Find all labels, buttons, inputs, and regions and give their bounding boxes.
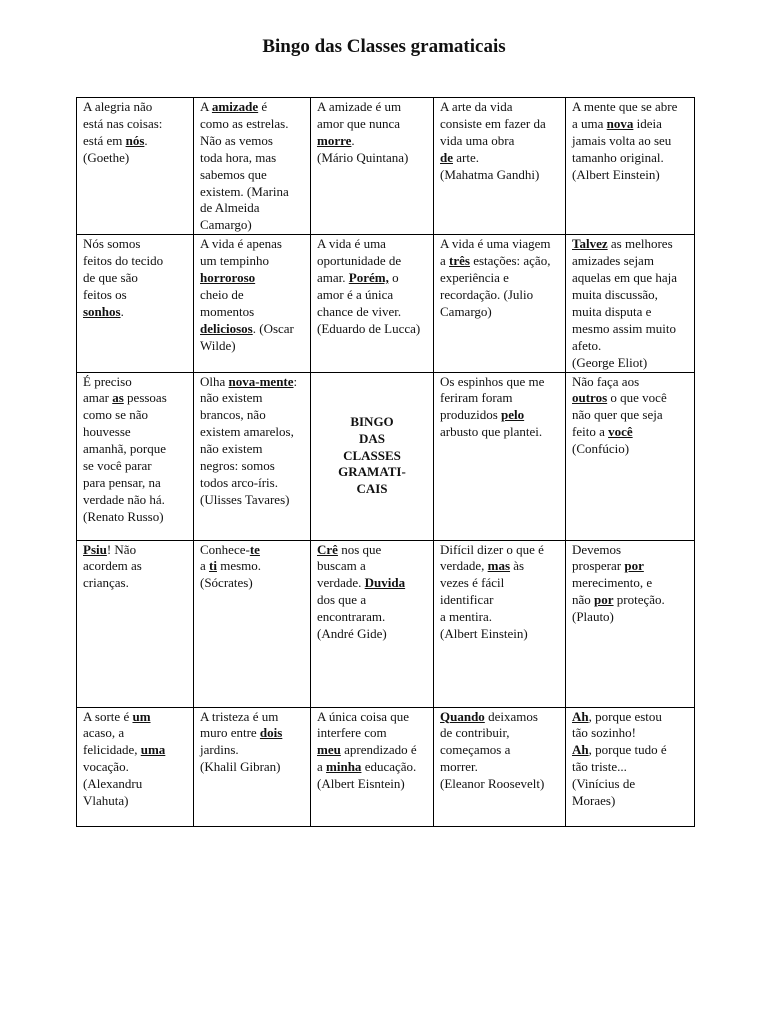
highlighted-word: você	[608, 424, 633, 440]
text-line: Quando deixamos	[440, 708, 538, 724]
text-line: tamanho original.	[572, 149, 664, 165]
highlighted-word: morre	[317, 132, 352, 148]
quote-cell	[434, 372, 566, 540]
text-line: (Ulisses Tavares)	[200, 491, 290, 507]
text-line: CAIS	[356, 481, 388, 497]
text-line: acaso, a	[83, 725, 125, 741]
text-line: cheio de	[200, 286, 244, 302]
text-line: muro entre dois	[200, 725, 283, 741]
text-line: Os espinhos que me	[440, 373, 545, 389]
text-line: vezes é fácil	[440, 575, 505, 591]
text-line: (Vinícius de	[572, 776, 636, 792]
text-line: a minha educação.	[317, 759, 417, 775]
text-line: A arte da vida	[440, 99, 513, 114]
text-line: Ah, porque estou	[572, 708, 662, 724]
text-line: verdade, mas às	[440, 558, 525, 574]
text-line: (Eduardo de Lucca)	[317, 320, 421, 336]
text-line: feitos do tecido	[83, 253, 164, 269]
text-line: houvesse	[83, 424, 131, 440]
quote-cell	[194, 235, 311, 372]
text-line: (Sócrates)	[200, 575, 253, 591]
text-line: DAS	[358, 430, 385, 446]
text-line: amar as pessoas	[83, 390, 167, 406]
text-line: É preciso	[83, 373, 132, 389]
text-line: existem amarelos,	[200, 424, 294, 440]
text-line: (Alexandru	[83, 776, 143, 792]
text-line: (Goethe)	[83, 149, 130, 165]
quote-cell	[311, 540, 434, 707]
text-line: não existem	[200, 441, 263, 457]
quote-cell	[434, 707, 566, 826]
text-line: existem. (Marina	[200, 183, 289, 199]
quote-cell	[77, 98, 194, 235]
text-line: A vida é uma	[317, 236, 386, 252]
highlighted-word: ti	[209, 558, 217, 574]
quote-cell	[311, 98, 434, 235]
text-line: sonhos.	[83, 303, 124, 319]
quote-cell	[77, 235, 194, 372]
text-line: (Mahatma Gandhi)	[440, 166, 540, 182]
quote-cell	[77, 707, 194, 826]
text-line: jardins.	[200, 742, 239, 758]
highlighted-word: Psiu	[83, 541, 107, 557]
text-line: (Renato Russo)	[83, 508, 164, 524]
text-line: A vida é uma viagem	[440, 236, 551, 252]
text-line: A amizade é um	[317, 99, 402, 114]
text-line: dos que a	[317, 592, 367, 608]
text-line: amar. Porém, o	[317, 270, 399, 286]
text-line: brancos, não	[200, 407, 266, 423]
text-line: (George Eliot)	[572, 354, 648, 370]
text-line: para pensar, na	[83, 474, 161, 490]
text-line: verdade não há.	[83, 491, 165, 507]
text-line: crianças.	[83, 575, 129, 591]
text-line: como as estrelas.	[200, 115, 289, 131]
text-line: arbusto que plantei.	[440, 424, 543, 440]
text-line: aquelas em que haja	[572, 270, 678, 286]
highlighted-word: por	[594, 592, 614, 608]
text-line: como se não	[83, 407, 148, 423]
text-line: Não as vemos	[200, 132, 273, 148]
text-line: amanhã, porque	[83, 441, 167, 457]
text-line: Não faça aos	[572, 373, 640, 389]
text-line: de arte.	[440, 149, 479, 165]
text-line: Talvez as melhores	[572, 236, 673, 252]
text-line: mesmo assim muito	[572, 320, 676, 336]
text-line: amizades sejam	[572, 253, 654, 269]
text-line: A única coisa que	[317, 708, 410, 724]
grid-row	[77, 540, 695, 707]
text-line: está nas coisas:	[83, 115, 163, 131]
text-line: (Plauto)	[572, 609, 614, 625]
text-line: interfere com	[317, 725, 387, 741]
text-line: Olha nova-mente:	[200, 373, 298, 389]
highlighted-word: Quando	[440, 708, 485, 724]
highlighted-word: minha	[326, 759, 362, 775]
text-line: A tristeza é um	[200, 708, 279, 724]
highlighted-word: por	[624, 558, 644, 574]
highlighted-word: três	[449, 253, 470, 269]
text-line: merecimento, e	[572, 575, 653, 591]
text-line: muita disputa e	[572, 303, 652, 319]
text-line: de que são	[83, 270, 138, 286]
text-line: Vlahuta)	[83, 793, 129, 809]
quote-cell	[194, 707, 311, 826]
highlighted-word: um	[132, 708, 151, 724]
highlighted-word: de	[440, 149, 453, 165]
text-line: tão sozinho!	[572, 725, 636, 741]
text-line: (Confúcio)	[572, 441, 630, 457]
center-cell	[311, 372, 434, 540]
text-line: muita discussão,	[572, 286, 658, 302]
highlighted-word: sonhos	[83, 303, 121, 319]
text-line: afeto.	[572, 337, 602, 353]
quote-cell	[194, 540, 311, 707]
quote-cell	[434, 540, 566, 707]
text-line: verdade. Duvida	[317, 575, 406, 591]
quote-cell	[77, 372, 194, 540]
text-line: Devemos	[572, 541, 622, 557]
grid-row	[77, 98, 695, 235]
text-line: (Albert Einstein)	[572, 166, 660, 182]
text-line: Camargo)	[440, 303, 492, 319]
highlighted-word: Ah	[572, 742, 589, 758]
text-line: a mentira.	[440, 609, 492, 625]
text-line: consiste em fazer da	[440, 115, 546, 131]
page-title: Bingo das Classes gramaticais	[262, 36, 506, 57]
text-line: vocação.	[83, 759, 129, 775]
highlighted-word: outros	[572, 390, 608, 406]
text-line: BINGO	[350, 413, 394, 429]
text-line: todos arco-íris.	[200, 474, 278, 490]
quote-cell	[566, 372, 695, 540]
quote-cell	[566, 540, 695, 707]
text-line: identificar	[440, 592, 494, 608]
text-line: Nós somos	[83, 236, 141, 252]
text-line: começamos a	[440, 742, 511, 758]
quote-cell	[77, 540, 194, 707]
highlighted-word: horroroso	[200, 270, 256, 286]
text-line: se você parar	[83, 458, 152, 474]
text-line: Psiu! Não	[83, 541, 137, 557]
text-line: (Albert Eisntein)	[317, 776, 405, 792]
text-line: jamais volta ao seu	[572, 132, 672, 148]
highlighted-word: amizade	[211, 99, 259, 114]
quote-cell	[566, 98, 695, 235]
text-line: Difícil dizer o que é	[440, 541, 544, 557]
text-line: de contribuir,	[440, 725, 510, 741]
text-line: não existem	[200, 390, 263, 406]
highlighted-word: mas	[487, 558, 511, 574]
highlighted-word: nós	[125, 132, 145, 148]
text-line: CLASSES	[343, 447, 401, 463]
text-line: amor é a única	[317, 286, 394, 302]
text-line: morre.	[317, 132, 355, 148]
highlighted-word: nova-mente	[228, 373, 294, 389]
text-line: A amizade é	[200, 99, 268, 114]
text-line: tão triste...	[572, 759, 627, 775]
text-line: recordação. (Julio	[440, 286, 534, 302]
text-line: morrer.	[440, 759, 478, 775]
text-line	[200, 270, 308, 287]
highlighted-word: meu	[317, 742, 341, 758]
highlighted-word: nova	[606, 115, 634, 131]
text-line: outros o que você	[572, 390, 667, 406]
text-line: prosperar por	[572, 558, 644, 574]
highlighted-word: deliciosos	[200, 320, 253, 336]
quote-cell	[566, 707, 695, 826]
text-line: Camargo)	[200, 217, 252, 233]
text-line: feitos os	[83, 286, 127, 302]
text-line: oportunidade de	[317, 253, 402, 269]
text-line: (Eleanor Roosevelt)	[440, 776, 545, 792]
text-line: (André Gide)	[317, 626, 387, 642]
text-line: produzidos pelo	[440, 407, 525, 423]
text-line: A vida é apenas	[200, 236, 282, 252]
highlighted-word: Crê	[317, 541, 338, 557]
text-line: experiência e	[440, 270, 509, 286]
text-line: um tempinho	[200, 253, 269, 269]
quote-cell	[566, 235, 695, 372]
text-line: a três estações: ação,	[440, 253, 551, 269]
text-line: (Albert Einstein)	[440, 626, 528, 642]
text-line: A alegria não	[83, 99, 153, 114]
quote-cell	[311, 235, 434, 372]
text-line: GRAMATI-	[338, 464, 406, 480]
text-line: chance de viver.	[317, 303, 402, 319]
text-line: vida uma obra	[440, 132, 515, 148]
text-line: não por proteção.	[572, 592, 665, 608]
text-line: Moraes)	[572, 793, 616, 809]
highlighted-word: uma	[140, 742, 166, 758]
text-line: feito a você	[572, 424, 633, 440]
text-line: a ti mesmo.	[200, 558, 262, 574]
bingo-grid	[76, 97, 695, 827]
text-line: (Khalil Gibran)	[200, 759, 281, 775]
grid-row	[77, 235, 695, 372]
text-line: momentos	[200, 303, 255, 319]
quote-cell	[434, 235, 566, 372]
quote-cell	[434, 98, 566, 235]
text-line: amor que nunca	[317, 115, 401, 131]
highlighted-word: Ah	[572, 708, 589, 724]
grid-row	[77, 372, 695, 540]
highlighted-word: pelo	[501, 407, 525, 423]
text-line: A mente que se abre	[572, 99, 678, 114]
text-line: Crê nos que	[317, 541, 382, 557]
highlighted-word: Duvida	[364, 575, 406, 591]
quote-cell	[194, 372, 311, 540]
highlighted-word: as	[112, 390, 124, 406]
text-line: não quer que seja	[572, 407, 663, 423]
text-line: sabemos que	[200, 166, 267, 182]
text-line: de Almeida	[200, 200, 260, 216]
grid-row	[77, 707, 695, 826]
text-line: acordem as	[83, 558, 142, 574]
quote-cell	[311, 707, 434, 826]
text-line: encontraram.	[317, 609, 386, 625]
text-line: A sorte é um	[83, 708, 151, 724]
text-line: Conhece-te	[200, 541, 260, 557]
text-line: toda hora, mas	[200, 149, 277, 165]
text-line: (Mário Quintana)	[317, 149, 409, 165]
text-line: Wilde)	[200, 337, 236, 353]
text-line: está em nós.	[83, 132, 148, 148]
text-line: meu aprendizado é	[317, 742, 417, 758]
highlighted-word: Talvez	[572, 236, 608, 252]
highlighted-word: Porém,	[348, 270, 389, 286]
text-line: feriram foram	[440, 390, 513, 406]
text-line: Ah, porque tudo é	[572, 742, 667, 758]
text-line: buscam a	[317, 558, 366, 574]
text-line: a uma nova ideia	[572, 115, 662, 131]
quote-cell	[194, 98, 311, 235]
text-line: negros: somos	[200, 458, 275, 474]
text-line: deliciosos. (Oscar	[200, 320, 294, 336]
highlighted-word: te	[249, 541, 260, 557]
text-line: felicidade, uma	[83, 742, 166, 758]
highlighted-word: dois	[259, 725, 283, 741]
